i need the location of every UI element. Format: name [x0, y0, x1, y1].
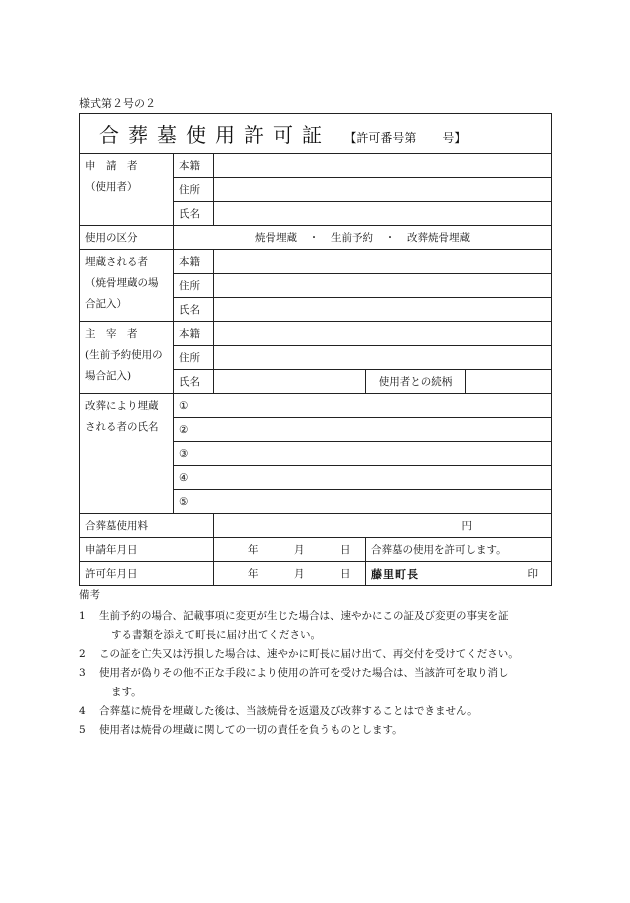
apply-date-row: [80, 538, 552, 562]
reburial-item-5[interactable]: ⑤: [174, 490, 552, 514]
applicant-jusho-label: 住所: [174, 178, 214, 202]
yen-unit: 円: [461, 520, 473, 532]
mayor-signature: [366, 562, 552, 586]
applicant-honseki-field[interactable]: [214, 154, 552, 178]
apply-date-field[interactable]: 年 月 日: [214, 538, 366, 562]
chief-jusho-field[interactable]: [214, 346, 552, 370]
chief-row-honseki: [80, 322, 552, 346]
note-item-2: 2 この証を亡失又は汚損した場合は、速やかに町長に届け出て、再交付を受けてください。: [79, 648, 519, 660]
reburial-item-1[interactable]: ①: [174, 394, 552, 418]
chief-honseki-field[interactable]: [214, 322, 552, 346]
fee-row: [80, 514, 552, 538]
relation-label: 使用者との続柄: [366, 370, 466, 394]
buried-row-honseki: [80, 250, 552, 274]
permit-date-label: 許可年月日: [80, 562, 214, 586]
reburial-item-2[interactable]: ②: [174, 418, 552, 442]
note-item-5: 5 使用者は焼骨の埋蔵に関しての一切の責任を負うものとします。: [79, 724, 403, 736]
usage-option-1[interactable]: 焼骨埋蔵: [255, 232, 298, 244]
fee-label: 合葬墓使用料: [80, 514, 214, 538]
seal-mark: 印: [527, 567, 539, 580]
usage-option-3[interactable]: 改葬焼骨埋蔵: [407, 232, 471, 244]
form-number-label: 様式第２号の２: [79, 97, 156, 110]
applicant-row-honseki: [80, 154, 552, 178]
reburial-item-3[interactable]: ③: [174, 442, 552, 466]
usage-option-2[interactable]: 生前予約: [331, 232, 374, 244]
approval-text: 合葬墓の使用を許可します。: [366, 538, 552, 562]
usage-options: 焼骨埋蔵 ・ 生前予約 ・ 改葬焼骨埋蔵: [174, 226, 552, 250]
reburial-row-1: [80, 394, 552, 418]
buried-shimei-field[interactable]: [214, 298, 552, 322]
title-row: [80, 114, 552, 154]
chief-honseki-label: 本籍: [174, 322, 214, 346]
applicant-shimei-label: 氏名: [174, 202, 214, 226]
permit-number: 【許可番号第 号】: [344, 131, 467, 145]
buried-jusho-field[interactable]: [214, 274, 552, 298]
buried-honseki-field[interactable]: [214, 250, 552, 274]
reburial-label: 改葬により埋蔵される者の氏名: [80, 394, 174, 514]
applicant-label: 申 請 者 （使用者）: [80, 154, 174, 226]
title-cell: [80, 114, 552, 154]
applicant-honseki-label: 本籍: [174, 154, 214, 178]
chief-shimei-field[interactable]: [214, 370, 366, 394]
permit-date-row: [80, 562, 552, 586]
usage-row: [80, 226, 552, 250]
usage-label: 使用の区分: [80, 226, 174, 250]
buried-shimei-label: 氏名: [174, 298, 214, 322]
reburial-item-4[interactable]: ④: [174, 466, 552, 490]
applicant-shimei-field[interactable]: [214, 202, 552, 226]
chief-shimei-label: 氏名: [174, 370, 214, 394]
note-item-3: 3 使用者が偽りその他不正な手段により使用の許可を受けた場合は、当該許可を取り消し ます。: [79, 667, 509, 698]
form-title: 合葬墓使用許可証: [99, 123, 331, 147]
mayor-name: 藤里町長: [371, 567, 419, 581]
buried-jusho-label: 住所: [174, 274, 214, 298]
fee-field[interactable]: [214, 514, 552, 538]
apply-date-label: 申請年月日: [80, 538, 214, 562]
permit-date-field[interactable]: 年 月 日: [214, 562, 366, 586]
notes-heading: 備考: [79, 589, 100, 601]
buried-label: 埋蔵される者 （焼骨埋蔵の場合記入）: [80, 250, 174, 322]
note-item-1: 1 生前予約の場合、記載事項に変更が生じた場合は、速やかにこの証及び変更の事実を証 する書類を添えて町長に届け出てください。: [79, 610, 509, 641]
permit-form-table: [79, 113, 552, 586]
note-item-4: 4 合葬墓に焼骨を埋蔵した後は、当該焼骨を返還及び改葬することはできません。: [79, 705, 478, 717]
relation-field[interactable]: [466, 370, 552, 394]
buried-honseki-label: 本籍: [174, 250, 214, 274]
chief-jusho-label: 住所: [174, 346, 214, 370]
notes-section: [79, 586, 559, 740]
applicant-jusho-field[interactable]: [214, 178, 552, 202]
chief-mourner-label: 主 宰 者 (生前予約使用の場合記入): [80, 322, 174, 394]
